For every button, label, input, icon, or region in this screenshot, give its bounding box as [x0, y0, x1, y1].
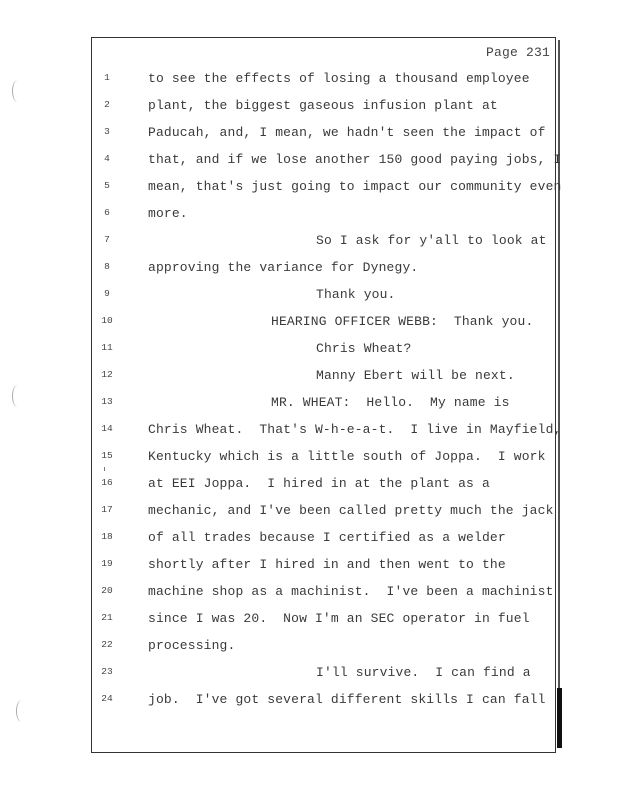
punch-hole-top: [12, 80, 23, 102]
transcript-line: Thank you.: [316, 287, 396, 302]
line-number: 7: [104, 234, 110, 245]
transcript-line: machine shop as a machinist. I've been a machinist: [148, 584, 554, 599]
transcript-line: shortly after I hired in and then went to the: [148, 557, 506, 572]
line-number: 3: [104, 126, 110, 137]
transcript-line: MR. WHEAT: Hello. My name is: [271, 395, 510, 410]
line-number: 10: [101, 315, 113, 326]
line-number: 18: [101, 531, 113, 542]
page-number: Page 231: [486, 45, 551, 60]
transcript-line: more.: [148, 206, 188, 221]
right-margin-mark: [557, 688, 562, 748]
transcript-line: Chris Wheat?: [316, 341, 412, 356]
transcript-line: Chris Wheat. That's W-h-e-a-t. I live in Mayfield,: [148, 422, 562, 437]
transcript-line: that, and if we lose another 150 good paying jobs, I: [148, 152, 562, 167]
line-number: 19: [101, 558, 113, 569]
transcript-line: of all trades because I certified as a welder: [148, 530, 506, 545]
punch-hole-middle: [12, 385, 23, 407]
line-number: 8: [104, 261, 110, 272]
transcript-line: mechanic, and I've been called pretty much the jack: [148, 503, 554, 518]
transcript-line: at EEI Joppa. I hired in at the plant as a: [148, 476, 490, 491]
line-number: 13: [101, 396, 113, 407]
punch-hole-bottom: [16, 700, 27, 722]
line-number: 23: [101, 666, 113, 677]
line-number: 2: [104, 99, 110, 110]
line-number: 11: [101, 342, 113, 353]
line-number: 1: [104, 72, 110, 83]
line-number: 22: [101, 639, 113, 650]
margin-tick: [104, 467, 105, 471]
transcript-line: HEARING OFFICER WEBB: Thank you.: [271, 314, 534, 329]
transcript-line: So I ask for y'all to look at: [316, 233, 547, 248]
line-number: 5: [104, 180, 110, 191]
transcript-line: mean, that's just going to impact our community even: [148, 179, 562, 194]
transcript-line: I'll survive. I can find a: [316, 665, 531, 680]
line-number: 21: [101, 612, 113, 623]
transcript-line: Paducah, and, I mean, we hadn't seen the impact of: [148, 125, 546, 140]
line-number: 24: [101, 693, 113, 704]
line-number: 9: [104, 288, 110, 299]
line-number: 15: [101, 450, 113, 461]
transcript-line: Manny Ebert will be next.: [316, 368, 515, 383]
line-number: 4: [104, 153, 110, 164]
transcript-line: since I was 20. Now I'm an SEC operator in fuel: [148, 611, 530, 626]
right-margin-rule: [558, 40, 560, 748]
transcript-line: processing.: [148, 638, 236, 653]
line-number: 12: [101, 369, 113, 380]
transcript-line: to see the effects of losing a thousand employee: [148, 71, 530, 86]
line-number: 6: [104, 207, 110, 218]
transcript-line: plant, the biggest gaseous infusion plant at: [148, 98, 498, 113]
transcript-line: job. I've got several different skills I can fall: [148, 692, 546, 707]
line-number: 14: [101, 423, 113, 434]
line-number: 20: [101, 585, 113, 596]
line-number: 17: [101, 504, 113, 515]
transcript-line: approving the variance for Dynegy.: [148, 260, 419, 275]
transcript-line: Kentucky which is a little south of Joppa. I work: [148, 449, 546, 464]
line-number: 16: [101, 477, 113, 488]
